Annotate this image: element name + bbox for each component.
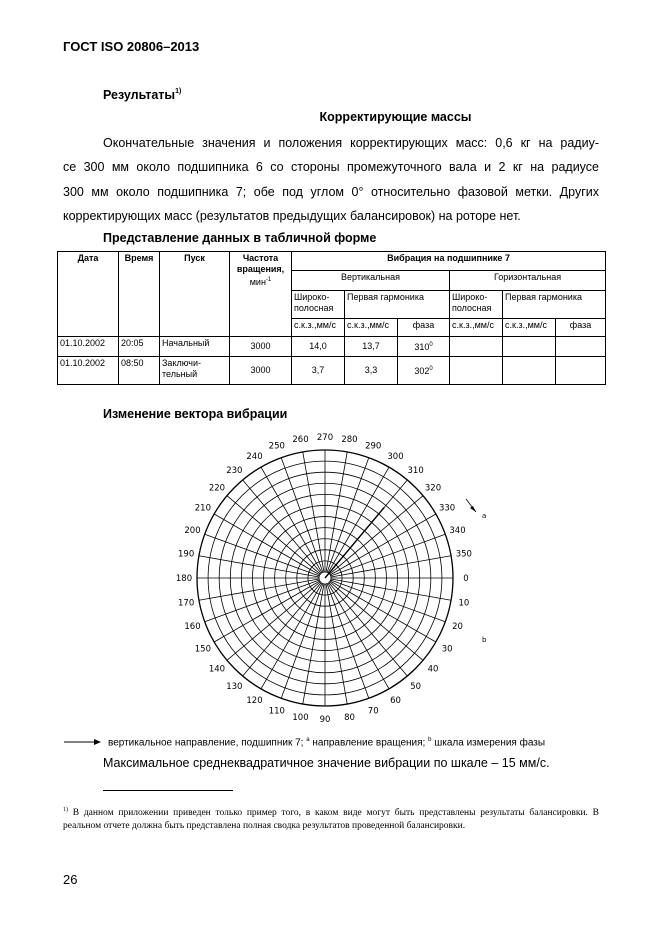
polar-spoke	[331, 556, 451, 577]
footnote-ref: 1)	[175, 88, 182, 95]
footnote-mark: 1)	[63, 807, 68, 813]
angle-label: 280	[341, 435, 358, 446]
vibration-header: Вибрация на подшипнике 7	[292, 252, 606, 271]
paragraph-line: 300 мм около подшипника 7; обе под углом 0° относительно фазовой метки. Других	[63, 184, 599, 199]
angle-label: 330	[438, 503, 456, 514]
angle-label: 320	[424, 483, 442, 494]
angle-label: 150	[194, 644, 212, 655]
angle-label: 240	[246, 451, 263, 462]
h-rms-header: с.к.з.,мм/с	[503, 319, 556, 337]
angle-label: 20	[452, 622, 463, 633]
speed-header-text: Частота вращения,	[236, 253, 285, 274]
v-broadband-header: Широко-полосная	[292, 291, 345, 319]
angle-label: 80	[344, 712, 355, 723]
cell-date: 01.10.2002	[58, 337, 119, 357]
polar-spoke	[303, 452, 324, 572]
diagram-legend	[108, 737, 545, 748]
paragraph-line: корректирующих масс (результатов предыдущих балансировок) на роторе нет.	[63, 208, 521, 223]
paragraph-line: Окончательные значения и положения корректирующих масс: 0,6 кг на радиу-	[103, 136, 599, 150]
angle-label: 130	[226, 682, 243, 693]
phase-value: 310	[414, 342, 430, 352]
angle-label: 250	[268, 441, 285, 452]
angle-label: 0	[463, 574, 469, 584]
cell-speed: 3000	[230, 357, 292, 385]
results-heading-text: Результаты	[103, 88, 176, 102]
h-broad-rms-header: с.к.з.,мм/с	[450, 319, 503, 337]
legend-text-scale: шкала измерения фазы	[434, 737, 546, 749]
marker-b: b	[482, 636, 487, 644]
angle-label: 50	[410, 682, 422, 693]
angle-label: 210	[194, 503, 212, 514]
angle-label: 170	[178, 598, 195, 609]
legend-mark-a: a	[306, 737, 310, 743]
masses-heading: Корректирующие массы	[319, 110, 472, 124]
v-phase-header: фаза	[398, 319, 450, 337]
angle-label: 340	[449, 525, 466, 536]
cell-time: 08:50	[119, 357, 160, 385]
table-row	[58, 357, 606, 385]
cell-h-phase	[556, 337, 606, 357]
table-row	[58, 337, 606, 357]
polar-spoke	[326, 452, 347, 572]
speed-unit: мин	[249, 277, 266, 287]
angle-label: 100	[292, 712, 309, 723]
cell-h-rms	[503, 357, 556, 385]
cell-h-phase	[556, 357, 606, 385]
angle-label: 310	[407, 465, 424, 476]
vibration-table	[57, 251, 606, 385]
rotation-direction-arrowhead	[470, 506, 476, 512]
marker-a: a	[482, 512, 487, 520]
angle-label: 120	[246, 696, 263, 707]
results-heading	[103, 88, 181, 102]
angle-label: 160	[184, 622, 201, 633]
polar-spoke	[326, 584, 347, 704]
max-vibration-text: Максимальное среднеквадратичное значение вибрации по шкале – 15 мм/с.	[103, 756, 550, 770]
angle-label: 60	[390, 696, 401, 707]
table-heading: Представление данных в табличной форме	[103, 231, 377, 245]
vertical-header: Вертикальная	[292, 271, 450, 291]
cell-speed: 3000	[230, 337, 292, 357]
col-start-header: Пуск	[160, 252, 230, 337]
angle-label: 220	[208, 483, 226, 494]
vector-heading: Изменение вектора вибрации	[103, 407, 288, 421]
cell-date: 01.10.2002	[58, 357, 119, 385]
angle-label: 10	[458, 598, 470, 609]
cell-h-broad	[450, 357, 503, 385]
polar-spoke	[331, 579, 451, 600]
degree-mark: 0	[429, 342, 433, 348]
v-harmonic-header: Первая гармоника	[345, 291, 450, 319]
footnote	[63, 804, 599, 833]
cell-h-broad	[450, 337, 503, 357]
angle-label: 70	[367, 706, 379, 717]
col-time-header: Время	[119, 252, 160, 337]
cell-v-rms: 13,7	[345, 337, 398, 357]
h-broadband-header: Широко-полосная	[450, 291, 503, 319]
footnote-text: В данном приложении приведен только пример того, в каком виде могут быть представлены результаты балансировки. В реальном отчете должна быть представлена полная сводка результатов проведенной балансировки.	[63, 808, 599, 832]
angle-label: 140	[208, 664, 226, 675]
cell-start: Заключи-тельный	[160, 357, 230, 385]
h-phase-header: фаза	[556, 319, 606, 337]
cell-v-phase	[398, 357, 450, 385]
cell-time: 20:05	[119, 337, 160, 357]
cell-v-broad: 3,7	[292, 357, 345, 385]
cell-start: Начальный	[160, 337, 230, 357]
v-broad-rms-header: с.к.з.,мм/с	[292, 319, 345, 337]
degree-mark: 0	[429, 366, 433, 372]
legend-mark-b: b	[428, 737, 432, 743]
col-speed-header	[230, 252, 292, 337]
angle-label: 290	[365, 441, 382, 452]
polar-spoke	[199, 556, 319, 577]
polar-spoke	[303, 584, 324, 704]
phase-value: 302	[414, 366, 430, 376]
angle-label: 30	[441, 644, 453, 655]
cell-v-broad: 14,0	[292, 337, 345, 357]
angle-label: 230	[226, 465, 243, 476]
angle-label: 200	[184, 525, 201, 536]
angle-label: 190	[178, 549, 195, 560]
polar-phase-diagram	[160, 428, 500, 728]
speed-unit-exp: -1	[265, 277, 272, 283]
legend-text-rotation: направление вращения;	[312, 737, 426, 749]
angle-label: 270	[316, 433, 334, 443]
footnote-divider	[103, 790, 233, 791]
legend-arrow-icon	[64, 737, 102, 747]
angle-label: 40	[427, 664, 439, 675]
angle-label: 350	[455, 549, 472, 560]
v-rms-header: с.к.з.,мм/с	[345, 319, 398, 337]
polar-spoke	[199, 579, 319, 600]
paragraph-line: се 300 мм около подшипника 6 со стороны промежуточного вала и 2 кг на радиусе	[63, 160, 599, 175]
angle-label: 300	[387, 451, 404, 462]
cell-v-rms: 3,3	[345, 357, 398, 385]
cell-v-phase	[398, 337, 450, 357]
masses-paragraph	[63, 131, 599, 228]
angle-label: 90	[319, 715, 331, 725]
page-number: 26	[63, 872, 78, 887]
col-date-header: Дата	[58, 252, 119, 337]
cell-h-rms	[503, 337, 556, 357]
angle-label: 260	[292, 435, 309, 446]
horizontal-header: Горизонтальная	[450, 271, 606, 291]
legend-text-vertical: вертикальное направление, подшипник 7;	[108, 737, 304, 749]
angle-label: 110	[268, 706, 285, 717]
angle-label: 180	[175, 574, 193, 584]
document-header: ГОСТ ISO 20806–2013	[63, 39, 200, 54]
h-harmonic-header: Первая гармоника	[503, 291, 606, 319]
